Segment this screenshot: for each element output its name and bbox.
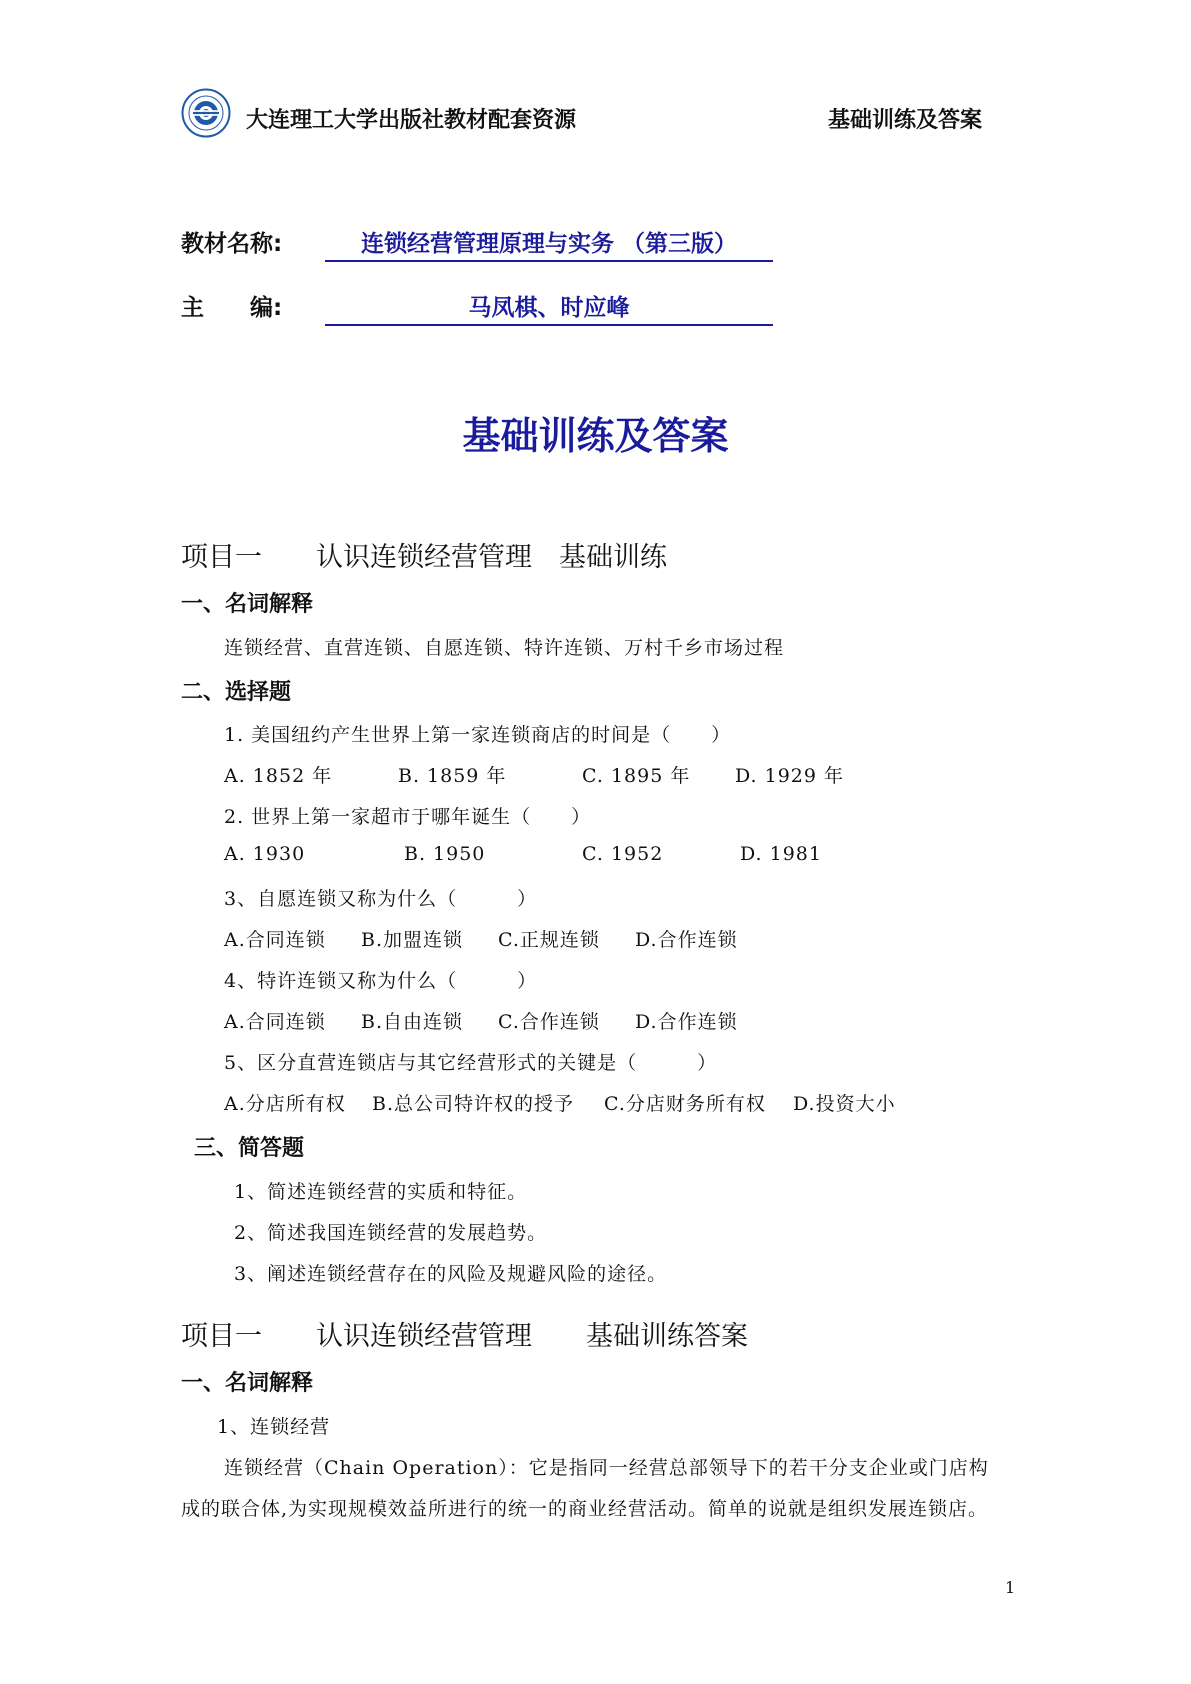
answer-paragraph-line-1: 连锁经营（Chain Operation）：它是指同一经营总部领导下的若干分支企业或门店构 <box>224 1457 989 1479</box>
section2-heading: 项目一 认识连锁经营管理 基础训练答案 <box>181 1321 748 1352</box>
q2-option-d: D. 1981 <box>740 843 822 865</box>
section1-heading: 项目一 认识连锁经营管理 基础训练 <box>181 542 667 573</box>
q1-option-d: D. 1929 年 <box>735 765 845 787</box>
q3-option-b: B.加盟连锁 <box>361 929 464 951</box>
question-4: 4、特许连锁又称为什么（ ） <box>224 970 538 992</box>
question-5: 5、区分直营连锁店与其它经营形式的关键是（ ） <box>224 1052 718 1074</box>
question-3: 3、自愿连锁又称为什么（ ） <box>224 888 538 910</box>
main-title: 基础训练及答案 <box>462 414 729 458</box>
q5-option-c: C.分店财务所有权 <box>604 1093 766 1115</box>
q5-option-b: B.总公司特许权的授予 <box>372 1093 575 1115</box>
editor-label: 主 编: <box>181 295 283 321</box>
answer-terms-heading: 一、名词解释 <box>181 1370 314 1396</box>
q1-option-a: A. 1852 年 <box>224 765 333 787</box>
q4-option-c: C.合作连锁 <box>498 1011 600 1033</box>
q3-option-c: C.正规连锁 <box>498 929 600 951</box>
terms-heading: 一、名词解释 <box>181 591 314 617</box>
page-number: 1 <box>1005 1578 1016 1597</box>
q1-option-b: B. 1859 年 <box>398 765 507 787</box>
header-doc-type: 基础训练及答案 <box>828 108 983 133</box>
q1-option-c: C. 1895 年 <box>582 765 691 787</box>
q4-option-d: D.合作连锁 <box>635 1011 738 1033</box>
question-1: 1. 美国纽约产生世界上第一家连锁商店的时间是（ ） <box>224 724 732 746</box>
q2-option-a: A. 1930 <box>224 843 306 865</box>
textbook-label: 教材名称: <box>181 231 283 257</box>
short-question-3: 3、阐述连锁经营存在的风险及规避风险的途径。 <box>234 1263 668 1285</box>
short-answer-heading: 三、简答题 <box>194 1135 305 1161</box>
answer-item-1: 1、连锁经营 <box>217 1416 331 1438</box>
editor-value: 马凤棋、时应峰 <box>325 289 773 326</box>
short-question-1: 1、简述连锁经营的实质和特征。 <box>234 1181 528 1203</box>
q5-option-d: D.投资大小 <box>793 1093 896 1115</box>
q2-option-b: B. 1950 <box>404 843 486 865</box>
textbook-value: 连锁经营管理原理与实务 （第三版） <box>325 225 773 262</box>
publisher-name: 大连理工大学出版社教材配套资源 <box>246 108 577 133</box>
publisher-logo <box>181 88 231 138</box>
terms-list: 连锁经营、直营连锁、自愿连锁、特许连锁、万村千乡市场过程 <box>224 637 785 659</box>
q4-option-a: A.合同连锁 <box>224 1011 326 1033</box>
short-question-2: 2、简述我国连锁经营的发展趋势。 <box>234 1222 548 1244</box>
q5-option-a: A.分店所有权 <box>224 1093 346 1115</box>
q3-option-a: A.合同连锁 <box>224 929 326 951</box>
answer-paragraph-line-2: 成的联合体,为实现规模效益所进行的统一的商业经营活动。简单的说就是组织发展连锁店。 <box>181 1498 989 1520</box>
choice-heading: 二、选择题 <box>181 679 292 705</box>
q3-option-d: D.合作连锁 <box>635 929 738 951</box>
q2-option-c: C. 1952 <box>582 843 664 865</box>
question-2: 2. 世界上第一家超市于哪年诞生（ ） <box>224 806 592 828</box>
q4-option-b: B.自由连锁 <box>361 1011 464 1033</box>
